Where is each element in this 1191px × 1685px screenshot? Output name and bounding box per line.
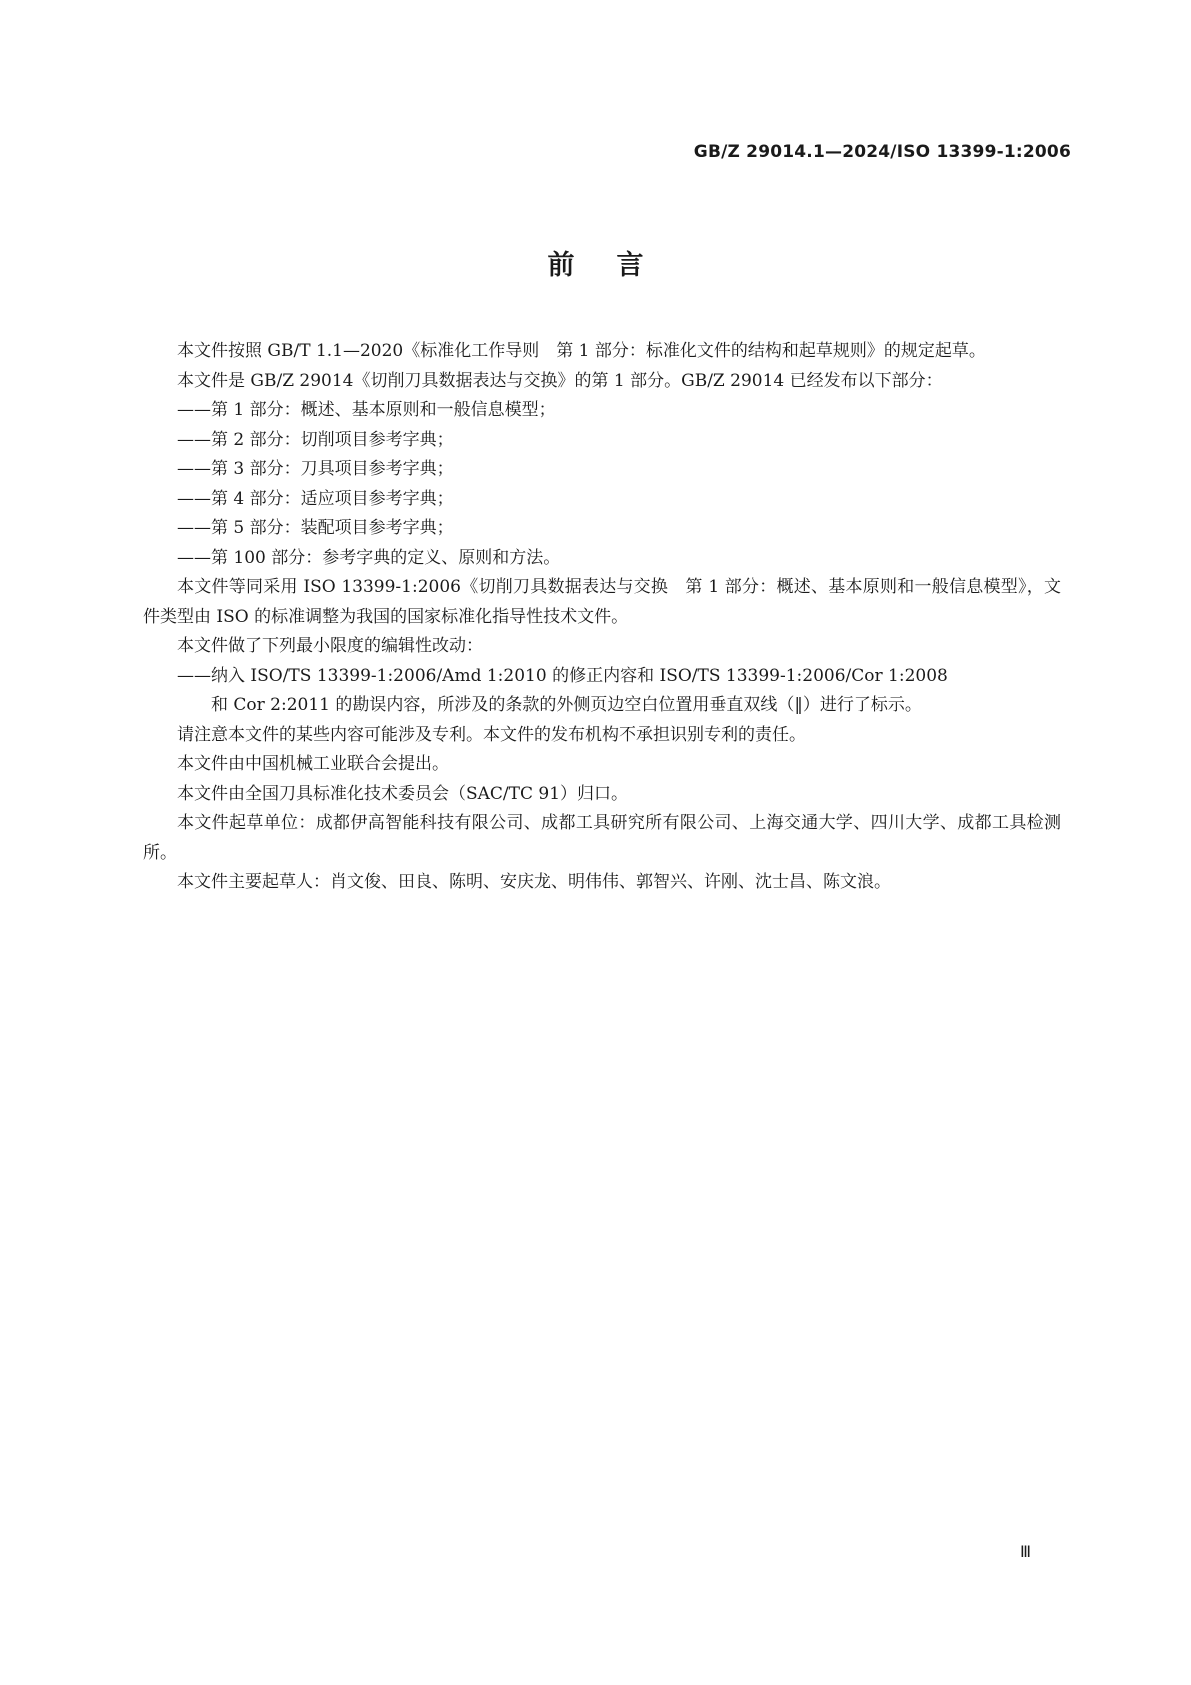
list-item: ——第 2 部分：切削项目参考字典； bbox=[177, 429, 454, 450]
patent-note: 请注意本文件的某些内容可能涉及专利。本文件的发布机构不承担识别专利的责任。 bbox=[177, 724, 806, 745]
list-item: ——第 100 部分：参考字典的定义、原则和方法。 bbox=[177, 547, 561, 568]
changes-list-item bbox=[143, 662, 1061, 721]
changes-item-line-1: ——纳入 ISO/TS 13399-1:2006/Amd 1:2010 的修正内容和 ISO/TS 13399-1:2006/Cor 1:2008 bbox=[177, 665, 948, 686]
document-code-header: GB/Z 29014.1—2024/ISO 13399-1:2006 bbox=[693, 142, 1071, 162]
drafting-rules-paragraph: 本文件按照 GB/T 1.1—2020《标准化工作导则 第 1 部分：标准化文件的结构和起草规则》的规定起草。 bbox=[177, 341, 986, 361]
drafters-paragraph: 本文件主要起草人：肖文俊、田良、陈明、安庆龙、明伟伟、郭智兴、许刚、沈士昌、陈文浪。 bbox=[177, 872, 891, 892]
proposer-paragraph: 本文件由中国机械工业联合会提出。 bbox=[177, 754, 449, 774]
section-title: 前言 bbox=[547, 250, 686, 281]
page-number: Ⅲ bbox=[1020, 1542, 1032, 1561]
changes-item-line-2: 和 Cor 2:2011 的勘误内容，所涉及的条款的外侧页边空白位置用垂直双线（‖）进行了标示。 bbox=[211, 695, 922, 715]
custodian-paragraph: 本文件由全国刀具标准化技术委员会（SAC/TC 91）归口。 bbox=[177, 783, 629, 804]
drafting-units-paragraph: 本文件起草单位：成都伊高智能科技有限公司、成都工具研究所有限公司、上海交通大学、四川大学、成都工具检测所。 bbox=[143, 813, 1061, 863]
list-item: ——第 5 部分：装配项目参考字典； bbox=[177, 518, 454, 538]
list-item: ——第 1 部分：概述、基本原则和一般信息模型； bbox=[177, 400, 556, 420]
list-item: ——第 3 部分：刀具项目参考字典； bbox=[177, 459, 454, 479]
changes-intro: 本文件做了下列最小限度的编辑性改动： bbox=[177, 636, 483, 656]
foreword-body bbox=[143, 337, 1061, 898]
series-paragraph: 本文件是 GB/Z 29014《切削刀具数据表达与交换》的第 1 部分。GB/Z 29014 已经发布以下部分： bbox=[177, 370, 943, 391]
list-item: ——第 4 部分：适应项目参考字典； bbox=[177, 488, 454, 509]
adoption-paragraph: 本文件等同采用 ISO 13399-1:2006《切削刀具数据表达与交换 第 1 部分：概述、基本原则和一般信息模型》，文件类型由 ISO 的标准调整为我国的国家标准化指导性技术文件。 bbox=[143, 577, 1061, 627]
